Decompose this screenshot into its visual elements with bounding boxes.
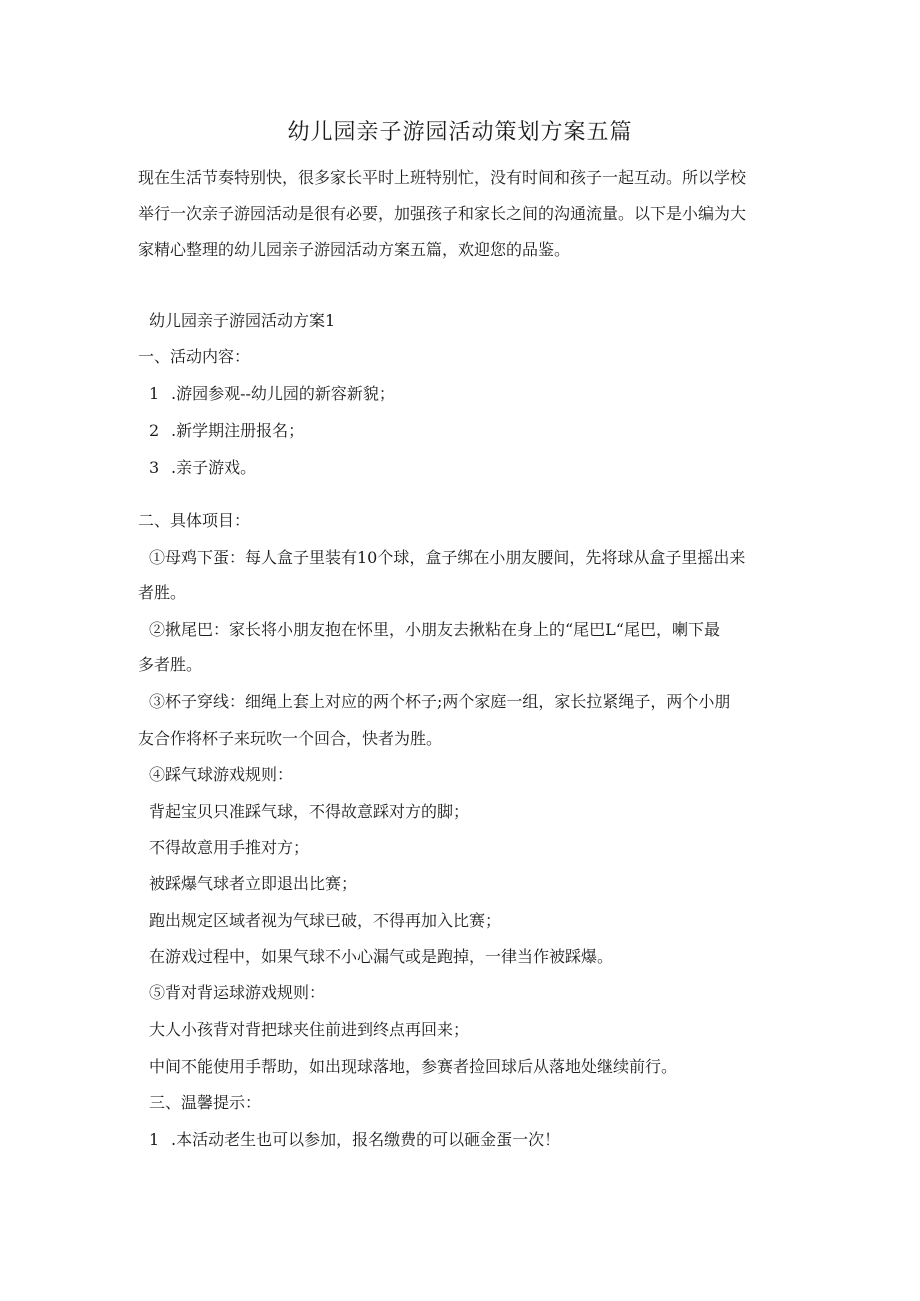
list-item bbox=[149, 1127, 560, 1153]
list-item-number: 3 bbox=[149, 458, 160, 477]
game-ball-heading: ⑤背对背运球游戏规则： bbox=[149, 983, 326, 1002]
game-hen-line: ①母鸡下蛋：每人盒子里装有10个球，盒子绑在小朋友腰间，先将球从盒子里摇出来 bbox=[149, 548, 746, 567]
list-item bbox=[149, 418, 304, 444]
game-rule: 背起宝贝只准踩气球，不得故意踩对方的脚； bbox=[149, 802, 470, 821]
game-rule: 在游戏过程中，如果气球不小心漏气或是跑掉，一律当作被踩爆。 bbox=[149, 947, 614, 966]
list-item-text: .亲子游戏。 bbox=[171, 458, 257, 477]
game-rule: 跑出规定区域者视为气球已破，不得再加入比赛； bbox=[149, 911, 502, 930]
list-item-number: 2 bbox=[149, 421, 160, 440]
list-item bbox=[149, 455, 256, 481]
intro-line: 举行一次亲子游园活动是很有必要，加强孩子和家长之间的沟通流量。以下是小编为大 bbox=[138, 204, 747, 223]
game-cup-line: ③杯子穿线：细绳上套上对应的两个杯子;两个家庭一组，家长拉紧绳子，两个小朋 bbox=[149, 692, 731, 711]
intro-line: 家精心整理的幼儿园亲子游园活动方案五篇，欢迎您的品鉴。 bbox=[138, 240, 571, 259]
game-rule: 不得故意用手推对方； bbox=[149, 838, 310, 857]
list-item-text: .新学期注册报名； bbox=[171, 421, 305, 440]
document-title: 幼儿园亲子游园活动策划方案五篇 bbox=[287, 120, 633, 145]
list-item-text: .游园参观--幼儿园的新容新貌； bbox=[171, 384, 395, 403]
intro-paragraph bbox=[138, 160, 788, 268]
game-rule: 大人小孩背对背把球夹住前进到终点再回来； bbox=[149, 1020, 470, 1039]
intro-line: 现在生活节奏特别快，很多家长平时上班特别忙，没有时间和孩子一起互动。所以学校 bbox=[138, 168, 747, 187]
game-balloon-heading: ④踩气球游戏规则： bbox=[149, 765, 294, 784]
game-rule: 被踩爆气球者立即退出比赛； bbox=[149, 874, 358, 893]
game-tail-line: ②揪尾巴：家长将小朋友抱在怀里，小朋友去揪粘在身上的“尾巴L“尾巴，喇下最 bbox=[149, 620, 720, 639]
plan-heading: 幼儿园亲子游园活动方案1 bbox=[149, 311, 336, 330]
list-item-text: .本活动老生也可以参加，报名缴费的可以砸金蛋一次！ bbox=[171, 1130, 561, 1149]
game-hen-line: 者胜。 bbox=[138, 583, 187, 602]
list-item-number: 1 bbox=[149, 384, 160, 403]
list-item bbox=[149, 381, 395, 407]
list-item-number: 1 bbox=[149, 1130, 160, 1149]
section-heading-content: 一、活动内容： bbox=[138, 347, 251, 366]
game-tail-line: 多者胜。 bbox=[138, 655, 203, 674]
section-heading-tips: 三、温馨提示： bbox=[149, 1093, 262, 1112]
game-cup-line: 友合作将杯子来玩吹一个回合，快者为胜。 bbox=[138, 729, 443, 748]
game-rule: 中间不能使用手帮助，如出现球落地，参赛者捡回球后从落地处继续前行。 bbox=[149, 1057, 678, 1076]
section-heading-projects: 二、具体项目： bbox=[138, 511, 251, 530]
